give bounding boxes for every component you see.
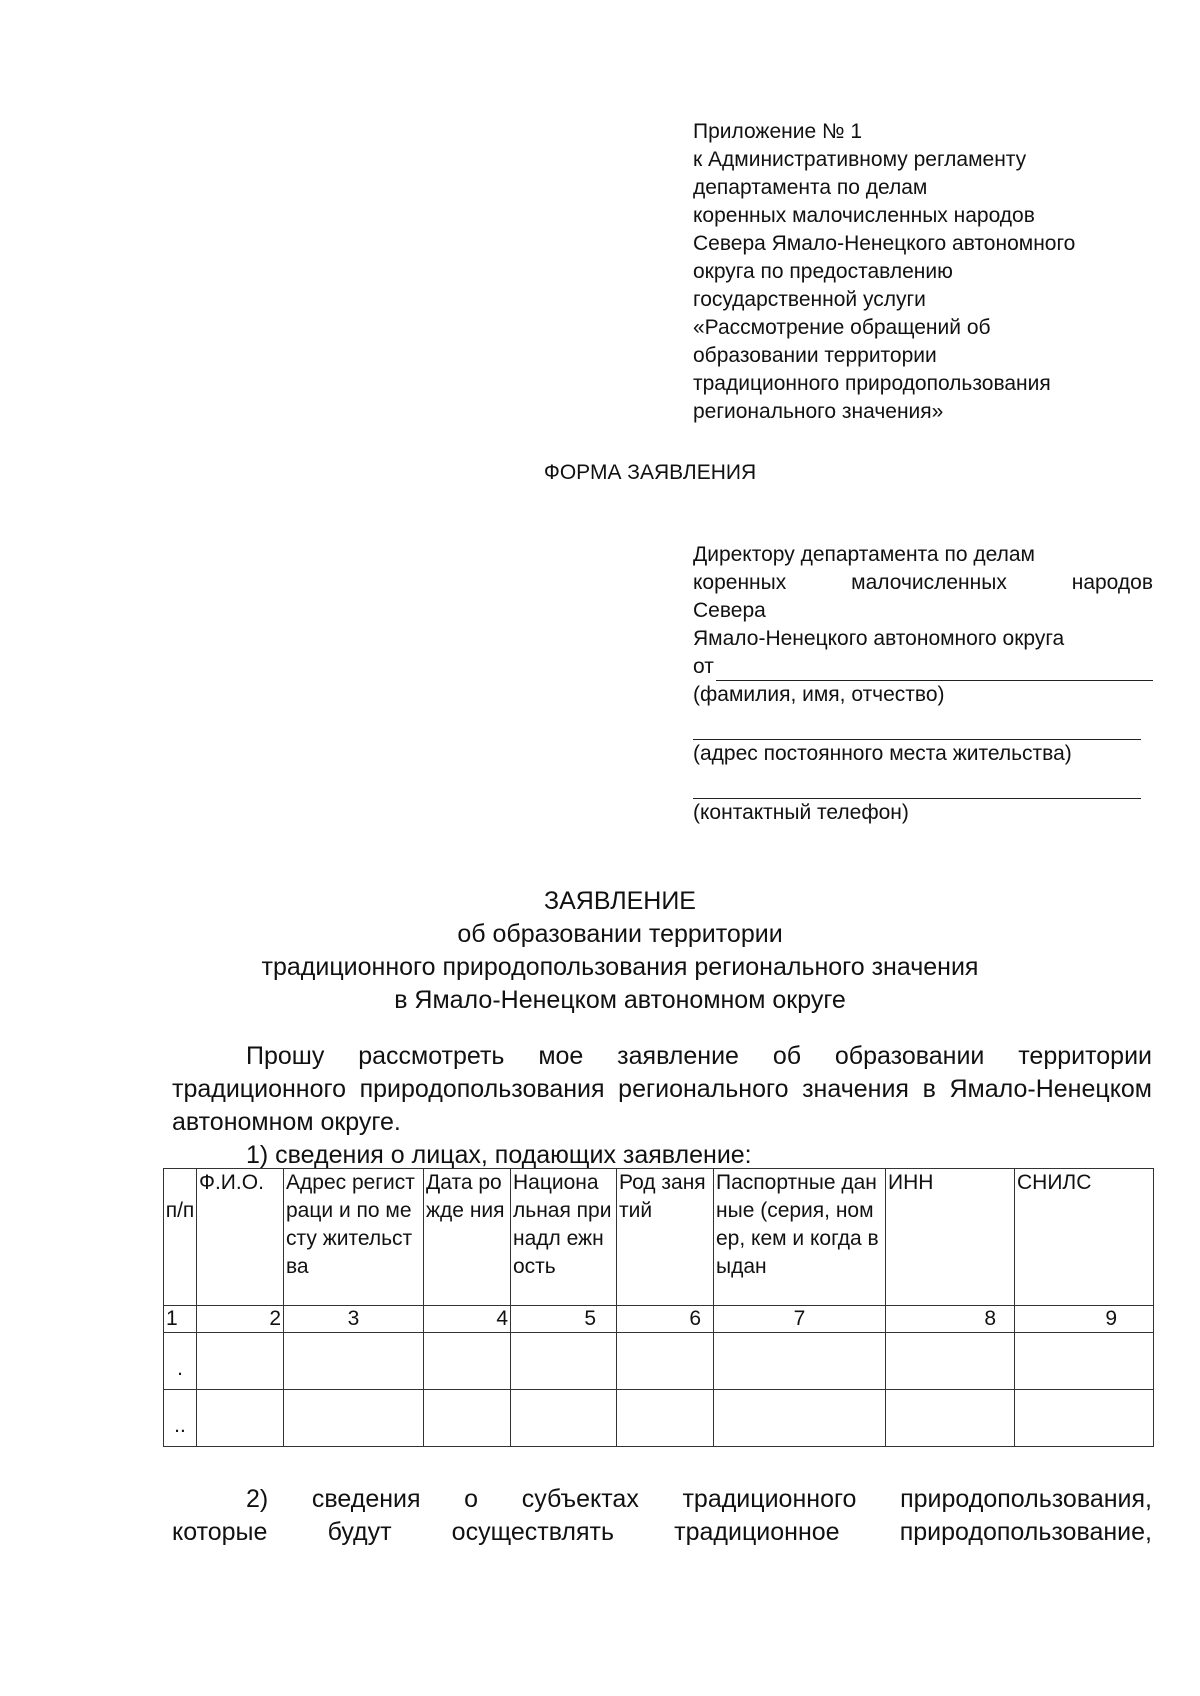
table-row <box>164 1333 1154 1390</box>
appendix-line: «Рассмотрение обращений об <box>693 316 991 339</box>
form-title: ФОРМА ЗАЯВЛЕНИЯ <box>543 461 757 484</box>
header-cell-passport: Паспортные данные (серия, номер, кем и когда выдан <box>714 1169 886 1306</box>
appendix-line: образовании территории <box>693 344 937 367</box>
heading-line: об образовании территории <box>457 920 783 948</box>
number-cell: 1 <box>164 1306 197 1333</box>
addressee-word: народов <box>1071 571 1153 594</box>
row-sn-cell[interactable] <box>164 1333 197 1390</box>
appendix-line: к Административному регламенту <box>693 148 1027 171</box>
fio-blank-line[interactable] <box>716 658 1153 681</box>
appendix-line: Севера Ямало-Ненецкого автономного <box>693 232 1076 255</box>
header-cell-nationality: Национа льная принадл ежность <box>511 1169 617 1306</box>
number-cell: 2 <box>197 1306 284 1333</box>
table-number-row <box>164 1306 1154 1333</box>
applicants-table <box>163 1168 1154 1447</box>
appendix-line: регионального значения» <box>693 400 944 423</box>
number-cell: 8 <box>886 1306 1015 1333</box>
phone-blank-line[interactable] <box>693 770 1141 799</box>
number-cell: 9 <box>1015 1306 1154 1333</box>
table-row <box>164 1390 1154 1447</box>
header-cell-birthdate: Дата рожде ния <box>424 1169 511 1306</box>
from-label: от <box>693 655 714 678</box>
statement-heading <box>160 885 1080 1017</box>
request-paragraph: Прошу рассмотреть мое заявление об образовании территории традиционного природопользования регионального значения в Ямало-Ненецком автономном округе. <box>172 1042 1152 1136</box>
header-cell-occupation: Род занятий <box>617 1169 714 1306</box>
addressee-word: коренных <box>693 571 787 594</box>
table-cell[interactable] <box>284 1333 424 1390</box>
table-cell[interactable] <box>424 1390 511 1447</box>
header-cell-sn <box>164 1169 197 1306</box>
item-1-label: 1) сведения о лицах, подающих заявление: <box>246 1141 752 1169</box>
addressee-line: Ямало-Ненецкого автономного округа <box>693 627 1065 650</box>
item-2-continuation <box>172 1516 1152 1549</box>
appendix-line: государственной услуги <box>693 288 926 311</box>
number-cell: 6 <box>617 1306 714 1333</box>
appendix-line: коренных малочисленных народов <box>693 204 1035 227</box>
item-2-word: природопользование, <box>899 1518 1152 1546</box>
table-cell[interactable] <box>714 1390 886 1447</box>
addressee-line <box>693 569 1153 597</box>
row-marker: . <box>177 1357 183 1380</box>
address-caption: (адрес постоянного места жительства) <box>693 742 1072 765</box>
number-cell: 4 <box>424 1306 511 1333</box>
header-cell-inn: ИНН <box>886 1169 1015 1306</box>
heading-line: традиционного природопользования регионального значения <box>261 953 979 981</box>
appendix-line: Приложение № 1 <box>693 120 863 143</box>
item-2-word: осуществлять <box>451 1518 615 1546</box>
table-cell[interactable] <box>617 1333 714 1390</box>
addressee-line: Директору департамента по делам <box>693 543 1035 566</box>
table-cell[interactable] <box>1015 1390 1154 1447</box>
header-cell-snils: СНИЛС <box>1015 1169 1154 1306</box>
table-cell[interactable] <box>284 1390 424 1447</box>
row-marker: .. <box>174 1414 186 1437</box>
item-2-word: будут <box>327 1518 392 1546</box>
fio-caption: (фамилия, имя, отчество) <box>693 683 945 706</box>
heading-line: в Ямало-Ненецком автономном округе <box>394 986 846 1014</box>
header-cell-fio: Ф.И.О. <box>197 1169 284 1306</box>
appendix-line: округа по предоставлению <box>693 260 953 283</box>
phone-caption: (контактный телефон) <box>693 801 909 824</box>
item-2-label: 2) сведения о субъектах традиционного природопользования, <box>246 1485 1152 1513</box>
number-cell: 5 <box>511 1306 617 1333</box>
table-cell[interactable] <box>511 1333 617 1390</box>
address-blank-line[interactable] <box>693 711 1141 740</box>
addressee-block <box>693 541 1153 827</box>
table-cell[interactable] <box>886 1333 1015 1390</box>
table-cell[interactable] <box>617 1390 714 1447</box>
appendix-line: традиционного природопользования <box>693 372 1051 395</box>
heading-line: ЗАЯВЛЕНИЕ <box>543 887 696 915</box>
appendix-note <box>693 118 1163 426</box>
table-cell[interactable] <box>1015 1333 1154 1390</box>
item-2-word: которые <box>172 1518 268 1546</box>
table-cell[interactable] <box>424 1333 511 1390</box>
appendix-line: департамента по делам <box>693 176 928 199</box>
addressee-word: малочисленных <box>851 571 1007 594</box>
number-cell: 7 <box>714 1306 886 1333</box>
table-cell[interactable] <box>714 1333 886 1390</box>
table-cell[interactable] <box>197 1390 284 1447</box>
addressee-line: Севера <box>693 599 766 622</box>
table-cell[interactable] <box>511 1390 617 1447</box>
header-text: п/п <box>165 1199 195 1222</box>
table-header-row <box>164 1169 1154 1306</box>
row-sn-cell[interactable] <box>164 1390 197 1447</box>
header-cell-address: Адрес регистраци и по месту жительства <box>284 1169 424 1306</box>
number-cell: 3 <box>284 1306 424 1333</box>
table-cell[interactable] <box>886 1390 1015 1447</box>
item-2-word: традиционное <box>674 1518 840 1546</box>
table-cell[interactable] <box>197 1333 284 1390</box>
from-field[interactable] <box>693 653 1153 681</box>
